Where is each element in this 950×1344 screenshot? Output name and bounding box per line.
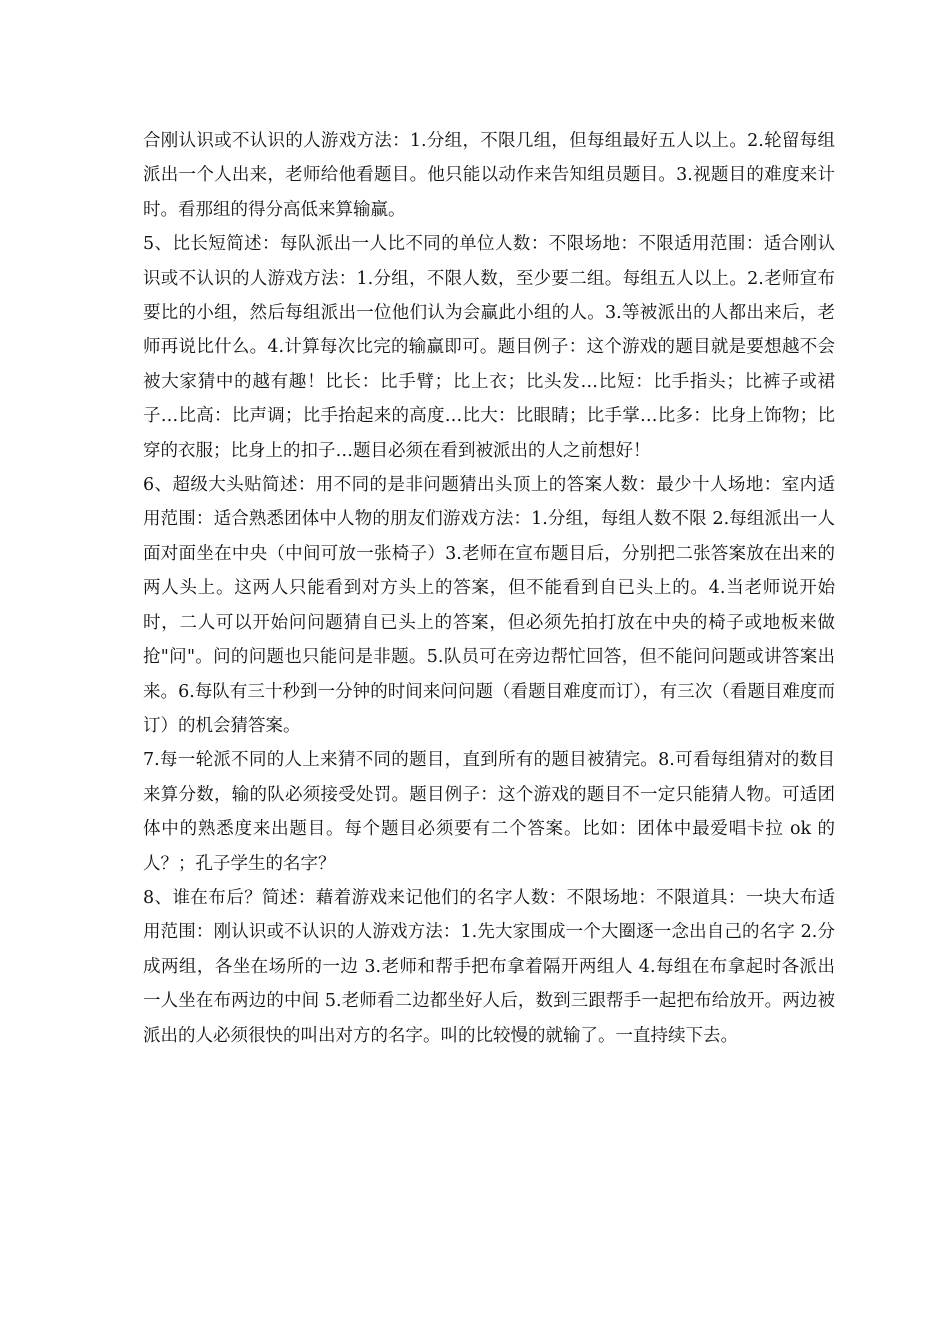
paragraph-intro-game-rules: 合刚认识或不认识的人游戏方法：1.分组，不限几组，但每组最好五人以上。2.轮留每组派出一个人出来，老师给他看题目。他只能以动作来告知组员题目。3.视题目的难度来计时。看那组的得分高低来算输赢。 xyxy=(143,131,835,220)
paragraph-game-8-behind-cloth: 8、谁在布后？简述：藉着游戏来记他们的名字人数：不限场地：不限道具：一块大布适用范围：刚认识或不认识的人游戏方法：1.先大家围成一个大圈逐一念出自己的名字 2.分成两组，各坐在场所的一边 3.老师和帮手把布拿着隔开两组人 4.每组在布拿起时各派出一人坐在布两边的中间 5.老师看二边都坐好人后，数到三跟帮手一起把布给放开。两边被派出的人必须很快的叫出对方的名字。叫的比较慢的就输了。一直持续下去。 xyxy=(143,887,835,1046)
document-body xyxy=(143,124,835,1053)
paragraph-game-5-compare: 5、比长短简述：每队派出一人比不同的单位人数：不限场地：不限适用范围：适合刚认识或不认识的人游戏方法：1.分组，不限人数，至少要二组。每组五人以上。2.老师宣布要比的小组，然后每组派出一位他们认为会赢此小组的人。3.等被派出的人都出来后，老师再说比什么。4.计算每次比完的输赢即可。题目例子：这个游戏的题目就是要想越不会被大家猜中的越有趣！比长：比手臂；比上衣；比头发…比短：比手指头；比裤子或裙子…比高：比声调；比手抬起来的高度…比大：比眼睛；比手掌…比多：比身上饰物；比穿的衣服；比身上的扣子…题目必须在看到被派出的人之前想好！ xyxy=(143,234,835,461)
paragraph-game-6-head-sticker: 6、超级大头贴简述：用不同的是非问题猜出头顶上的答案人数：最少十人场地：室内适用范围：适合熟悉团体中人物的朋友们游戏方法：1.分组，每组人数不限 2.每组派出一人面对面坐在中央（中间可放一张椅子）3.老师在宣布题目后，分别把二张答案放在出来的两人头上。这两人只能看到对方头上的答案，但不能看到自已头上的。4.当老师说开始时，二人可以开始问问题猜自已头上的答案，但必须先拍打放在中央的椅子或地板来做抢"问"。问的问题也只能问是非题。5.队员可在旁边帮忙回答，但不能问问题或讲答案出来。6.每队有三十秒到一分钟的时间来问问题（看题目难度而订），有三次（看题目难度而订）的机会猜答案。 xyxy=(143,475,835,736)
paragraph-game-6-continued: 7.每一轮派不同的人上来猜不同的题目，直到所有的题目被猜完。8.可看每组猜对的数目来算分数，输的队必须接受处罚。题目例子：这个游戏的题目不一定只能猜人物。可适团体中的熟悉度来出题目。每个题目必须要有二个答案。比如：团体中最爱唱卡拉 ok 的人？；孔子学生的名字？ xyxy=(143,750,835,874)
